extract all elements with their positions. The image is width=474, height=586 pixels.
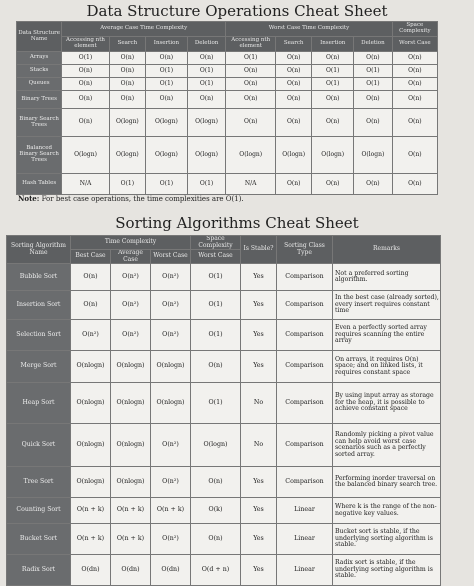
sa-header-space: Space Complexity bbox=[191, 236, 241, 250]
ds-cell: O(n) bbox=[187, 91, 225, 109]
ds-cell: O(n) bbox=[312, 109, 354, 137]
sa-cell-stable: Yes bbox=[241, 467, 277, 498]
sa-cell-cls: Comparison bbox=[277, 424, 333, 467]
ds-row-name: Binary Trees bbox=[17, 91, 62, 109]
sa-row-name: Heap Sort bbox=[7, 383, 71, 424]
ds-cell: O(n) bbox=[276, 174, 312, 195]
sa-cell-stable: Yes bbox=[241, 291, 277, 320]
ds-subheader-space: Worst Case bbox=[392, 37, 437, 52]
sa-cell-avg: O(n²) bbox=[111, 291, 151, 320]
sa-row-name: Quick Sort bbox=[7, 424, 71, 467]
ds-cell: O(n) bbox=[354, 91, 393, 109]
table-row bbox=[7, 351, 441, 383]
ds-cell: O(n) bbox=[62, 91, 110, 109]
ds-subheader-row bbox=[17, 37, 438, 52]
data-structure-table bbox=[16, 21, 438, 195]
sa-cell-avg: O(n²) bbox=[111, 320, 151, 351]
ds-cell: O(logn) bbox=[276, 137, 312, 174]
sa-cell-space: O(d + n) bbox=[191, 555, 241, 586]
ds-header-average: Average Case Time Complexity bbox=[62, 22, 226, 37]
sa-cell-worst: O(n²) bbox=[151, 467, 191, 498]
ds-cell: O(n) bbox=[392, 78, 437, 91]
sa-cell-space: O(1) bbox=[191, 383, 241, 424]
ds-subheader-average-3: Deletion bbox=[187, 37, 225, 52]
sa-cell-cls: Comparison bbox=[277, 351, 333, 383]
ds-subheader-worst-1: Search bbox=[276, 37, 312, 52]
ds-cell: O(n) bbox=[276, 65, 312, 78]
sa-cell-cls: Linear bbox=[277, 555, 333, 586]
ds-row-name: Binary Search Trees bbox=[17, 109, 62, 137]
ds-cell: O(n) bbox=[276, 91, 312, 109]
sa-cell-avg: O(nlogn) bbox=[111, 383, 151, 424]
sa-cell-best: O(nlogn) bbox=[71, 383, 111, 424]
ds-cell: O(logn) bbox=[312, 137, 354, 174]
sa-subheader-time-0: Best Case bbox=[71, 250, 111, 264]
sa-cell-remark: Randomly picking a pivot value can help avoid worst case scenarios such as a perfectly sorted array. bbox=[333, 424, 441, 467]
ds-subheader-average-1: Search bbox=[109, 37, 145, 52]
ds-cell: O(n) bbox=[354, 52, 393, 65]
ds-header-row bbox=[17, 22, 438, 37]
ds-cell: O(1) bbox=[312, 65, 354, 78]
sa-row-name: Tree Sort bbox=[7, 467, 71, 498]
ds-cell: O(n) bbox=[226, 65, 276, 78]
ds-row-name: Stacks bbox=[17, 65, 62, 78]
sa-cell-space: O(logn) bbox=[191, 424, 241, 467]
ds-cell: O(1) bbox=[354, 65, 393, 78]
sa-header-class: Sorting Class Type bbox=[277, 236, 333, 264]
ds-cell: O(n) bbox=[354, 174, 393, 195]
sa-header-time: Time Complexity bbox=[71, 236, 191, 250]
sa-cell-stable: No bbox=[241, 424, 277, 467]
sa-subheader-time-1: Average Case bbox=[111, 250, 151, 264]
ds-cell: O(n) bbox=[276, 78, 312, 91]
table-row bbox=[17, 78, 438, 91]
ds-header-structure: Data Structure Name bbox=[17, 22, 62, 52]
ds-header-space: Space Complexity bbox=[392, 22, 437, 37]
ds-row-name: Queues bbox=[17, 78, 62, 91]
sa-cell-best: O(nlogn) bbox=[71, 351, 111, 383]
ds-header-worst: Worst Case Time Complexity bbox=[226, 22, 392, 37]
sa-header-name: Sorting Algorithm Name bbox=[7, 236, 71, 264]
ds-cell: O(n) bbox=[312, 174, 354, 195]
ds-cell: O(1) bbox=[226, 52, 276, 65]
table-row bbox=[7, 467, 441, 498]
ds-cell: O(n) bbox=[226, 78, 276, 91]
sa-row-name: Merge Sort bbox=[7, 351, 71, 383]
ds-cell: O(n) bbox=[392, 91, 437, 109]
sa-cell-cls: Comparison bbox=[277, 264, 333, 291]
ds-row-name: Balanced Binary Search Trees bbox=[17, 137, 62, 174]
ds-cell: O(n) bbox=[392, 174, 437, 195]
sa-header-remarks: Remarks bbox=[333, 236, 441, 264]
sa-cell-avg: O(dn) bbox=[111, 555, 151, 586]
sa-cell-cls: Linear bbox=[277, 524, 333, 555]
sa-cell-remark: Even a perfectly sorted array requires scanning the entire array bbox=[333, 320, 441, 351]
ds-cell: O(logn) bbox=[354, 137, 393, 174]
note-text: For best case operations, the time complexities are O(1). bbox=[39, 195, 244, 203]
ds-subheader-average-2: Insertion bbox=[145, 37, 187, 52]
ds-cell: O(n) bbox=[312, 52, 354, 65]
sa-cell-avg: O(nlogn) bbox=[111, 467, 151, 498]
ds-cell: O(logn) bbox=[145, 137, 187, 174]
sa-cell-space: O(n) bbox=[191, 351, 241, 383]
table-row bbox=[7, 320, 441, 351]
sa-cell-best: O(n + k) bbox=[71, 498, 111, 524]
sa-cell-space: O(k) bbox=[191, 498, 241, 524]
ds-cell: O(1) bbox=[62, 52, 110, 65]
table-row bbox=[7, 264, 441, 291]
table-row bbox=[7, 291, 441, 320]
table-row bbox=[17, 52, 438, 65]
sa-row-name: Selection Sort bbox=[7, 320, 71, 351]
ds-cell: O(n) bbox=[109, 52, 145, 65]
table-row bbox=[7, 555, 441, 586]
sa-cell-remark: Where k is the range of the non-negative key values. bbox=[333, 498, 441, 524]
ds-cell: O(n) bbox=[145, 91, 187, 109]
ds-cell: O(n) bbox=[62, 65, 110, 78]
table-row bbox=[7, 424, 441, 467]
table-row bbox=[7, 524, 441, 555]
sa-cell-worst: O(n²) bbox=[151, 524, 191, 555]
sa-cell-best: O(n²) bbox=[71, 320, 111, 351]
sa-cell-stable: Yes bbox=[241, 555, 277, 586]
ds-cell: O(n) bbox=[62, 78, 110, 91]
sa-cell-stable: Yes bbox=[241, 264, 277, 291]
ds-cell: O(n) bbox=[109, 91, 145, 109]
sa-cell-avg: O(n²) bbox=[111, 264, 151, 291]
sa-header-stable: Is Stable? bbox=[241, 236, 277, 264]
table-row bbox=[17, 65, 438, 78]
ds-cell: O(n) bbox=[62, 109, 110, 137]
ds-cell: O(n) bbox=[145, 52, 187, 65]
ds-cell: O(logn) bbox=[62, 137, 110, 174]
sa-row-name: Bubble Sort bbox=[7, 264, 71, 291]
ds-cell: O(logn) bbox=[187, 109, 225, 137]
sa-cell-remark: Not a preferred sorting algorithm. bbox=[333, 264, 441, 291]
sa-cell-remark: By using input array as storage for the heap, it is possible to achieve constant space bbox=[333, 383, 441, 424]
sa-cell-cls: Linear bbox=[277, 498, 333, 524]
ds-cell: N/A bbox=[62, 174, 110, 195]
ds-cell: O(1) bbox=[187, 78, 225, 91]
ds-row-name: Hash Tables bbox=[17, 174, 62, 195]
sa-cell-avg: O(n + k) bbox=[111, 524, 151, 555]
sa-cell-best: O(nlogn) bbox=[71, 424, 111, 467]
sorting-table bbox=[6, 235, 441, 586]
sa-cell-cls: Comparison bbox=[277, 467, 333, 498]
data-structure-title: Data Structure Operations Cheat Sheet bbox=[86, 2, 388, 20]
sa-cell-best: O(nlogn) bbox=[71, 467, 111, 498]
table-row bbox=[17, 174, 438, 195]
ds-cell: O(logn) bbox=[145, 109, 187, 137]
sa-cell-remark: Bucket sort is stable, if the underlying sorting algorithm is stable. bbox=[333, 524, 441, 555]
ds-cell: O(1) bbox=[354, 78, 393, 91]
ds-subheader-worst-3: Deletion bbox=[354, 37, 393, 52]
sa-cell-best: O(n) bbox=[71, 264, 111, 291]
sa-row-name: Insertion Sort bbox=[7, 291, 71, 320]
sa-cell-cls: Comparison bbox=[277, 320, 333, 351]
table-row bbox=[17, 91, 438, 109]
ds-cell: O(n) bbox=[392, 137, 437, 174]
sa-cell-stable: Yes bbox=[241, 320, 277, 351]
sa-cell-space: O(1) bbox=[191, 320, 241, 351]
ds-row-name: Arrays bbox=[17, 52, 62, 65]
note-label: Note: bbox=[18, 194, 40, 203]
sa-cell-space: O(1) bbox=[191, 264, 241, 291]
sa-header-row bbox=[7, 236, 441, 250]
ds-cell: O(n) bbox=[109, 78, 145, 91]
sa-cell-worst: O(n²) bbox=[151, 424, 191, 467]
sa-cell-best: O(dn) bbox=[71, 555, 111, 586]
ds-cell: O(logn) bbox=[226, 137, 276, 174]
table-row bbox=[17, 137, 438, 174]
sa-cell-stable: No bbox=[241, 383, 277, 424]
sa-cell-stable: Yes bbox=[241, 524, 277, 555]
sa-cell-worst: O(dn) bbox=[151, 555, 191, 586]
sa-cell-remark: On arrays, it requires O(n) space; and on linked lists, it requires constant space bbox=[333, 351, 441, 383]
ds-subheader-worst-2: Insertion bbox=[312, 37, 354, 52]
ds-cell: O(n) bbox=[392, 52, 437, 65]
sa-cell-worst: O(n²) bbox=[151, 291, 191, 320]
ds-cell: O(logn) bbox=[109, 109, 145, 137]
note bbox=[18, 194, 244, 203]
ds-cell: N/A bbox=[226, 174, 276, 195]
sa-cell-remark: Performing inorder traversal on the balanced binary search tree. bbox=[333, 467, 441, 498]
table-row bbox=[7, 498, 441, 524]
ds-cell: O(1) bbox=[145, 65, 187, 78]
sa-cell-best: O(n + k) bbox=[71, 524, 111, 555]
sa-cell-stable: Yes bbox=[241, 498, 277, 524]
sa-cell-worst: O(nlogn) bbox=[151, 383, 191, 424]
sa-row-name: Counting Sort bbox=[7, 498, 71, 524]
sa-cell-avg: O(nlogn) bbox=[111, 424, 151, 467]
ds-cell: O(1) bbox=[187, 174, 225, 195]
sa-cell-avg: O(n + k) bbox=[111, 498, 151, 524]
sorting-title: Sorting Algorithms Cheat Sheet bbox=[115, 214, 359, 232]
sa-cell-worst: O(nlogn) bbox=[151, 351, 191, 383]
ds-cell: O(n) bbox=[226, 91, 276, 109]
ds-cell: O(n) bbox=[276, 52, 312, 65]
sa-cell-space: O(n) bbox=[191, 524, 241, 555]
sa-cell-worst: O(n²) bbox=[151, 264, 191, 291]
sa-cell-cls: Comparison bbox=[277, 291, 333, 320]
ds-cell: O(1) bbox=[145, 174, 187, 195]
ds-cell: O(1) bbox=[145, 78, 187, 91]
sa-subheader-time-2: Worst Case bbox=[151, 250, 191, 264]
ds-cell: O(1) bbox=[109, 174, 145, 195]
sa-cell-cls: Comparison bbox=[277, 383, 333, 424]
ds-cell: O(n) bbox=[312, 91, 354, 109]
sa-cell-remark: Radix sort is stable, if the underlying sorting algorithm is stable. bbox=[333, 555, 441, 586]
sa-cell-worst: O(n + k) bbox=[151, 498, 191, 524]
ds-cell: O(logn) bbox=[187, 137, 225, 174]
ds-cell: O(n) bbox=[276, 109, 312, 137]
sa-cell-remark: In the best case (already sorted), every insert requires constant time bbox=[333, 291, 441, 320]
sa-cell-stable: Yes bbox=[241, 351, 277, 383]
sa-subheader-space: Worst Case bbox=[191, 250, 241, 264]
ds-cell: O(n) bbox=[187, 52, 225, 65]
ds-subheader-average-0: Accessing nth element bbox=[62, 37, 110, 52]
ds-cell: O(n) bbox=[109, 65, 145, 78]
ds-cell: O(logn) bbox=[109, 137, 145, 174]
ds-cell: O(1) bbox=[312, 78, 354, 91]
ds-cell: O(1) bbox=[187, 65, 225, 78]
table-row bbox=[17, 109, 438, 137]
table-row bbox=[7, 383, 441, 424]
sa-row-name: Radix Sort bbox=[7, 555, 71, 586]
sa-cell-space: O(n) bbox=[191, 467, 241, 498]
sa-cell-best: O(n) bbox=[71, 291, 111, 320]
sa-cell-worst: O(n²) bbox=[151, 320, 191, 351]
sa-row-name: Bucket Sort bbox=[7, 524, 71, 555]
sa-cell-avg: O(nlogn) bbox=[111, 351, 151, 383]
ds-cell: O(n) bbox=[354, 109, 393, 137]
ds-cell: O(n) bbox=[392, 109, 437, 137]
ds-cell: O(n) bbox=[226, 109, 276, 137]
ds-subheader-worst-0: Accessing nth element bbox=[226, 37, 276, 52]
ds-cell: O(n) bbox=[392, 65, 437, 78]
sa-cell-space: O(1) bbox=[191, 291, 241, 320]
